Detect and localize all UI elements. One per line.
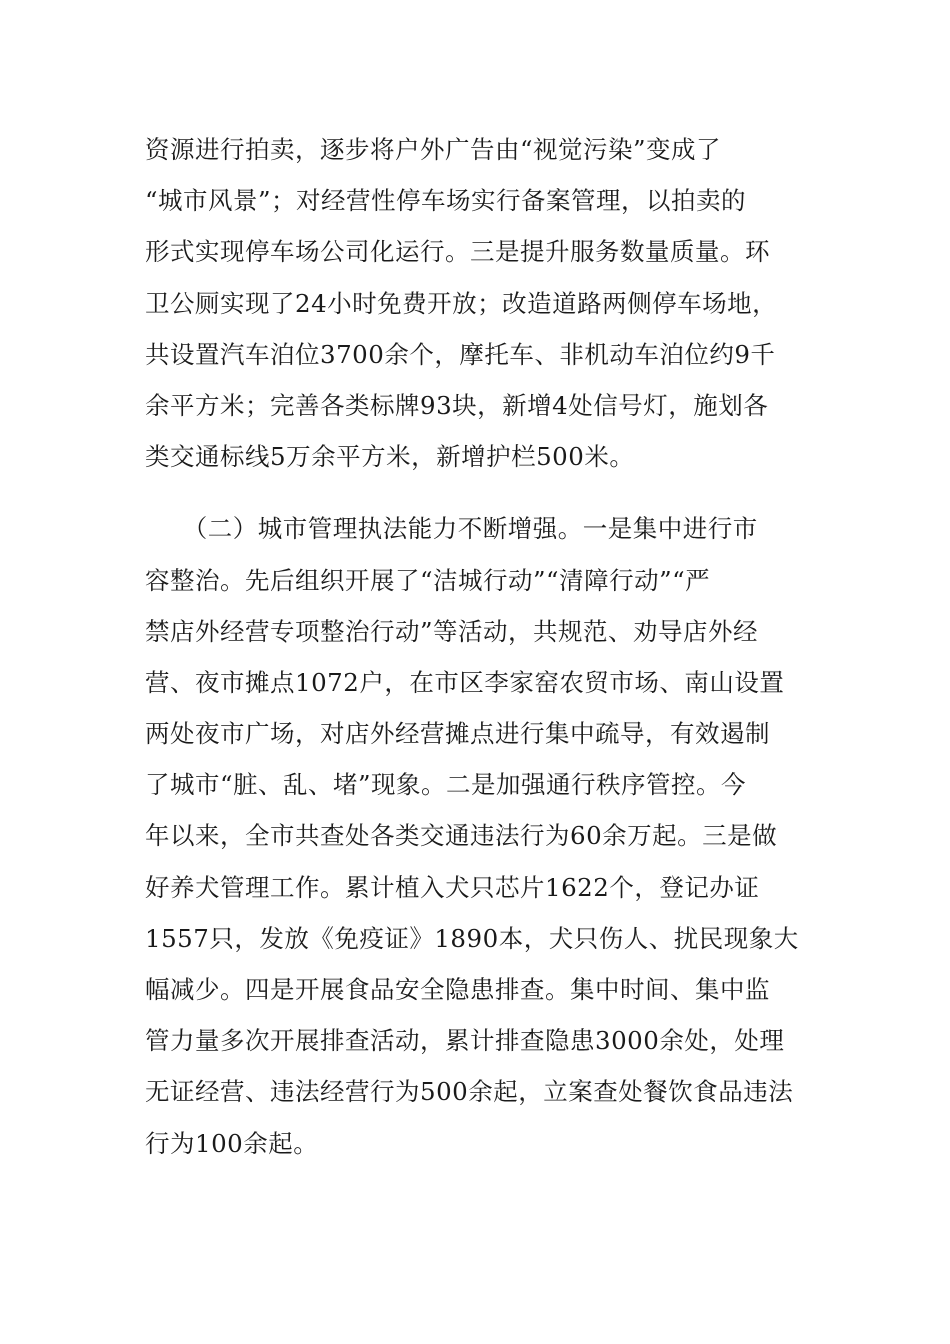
text-line: 无证经营、违法经营行为500余起，立案查处餐饮食品违法 [145,1077,794,1107]
text-line: 两处夜市广场，对店外经营摊点进行集中疏导，有效遏制 [145,719,770,749]
text-line: 类交通标线5万余平方米，新增护栏500米。 [145,442,635,472]
text-line: 营、夜市摊点1072户，在市区李家窑农贸市场、南山设置 [145,667,785,697]
document-body [145,124,810,1169]
text-line: 管力量多次开展排查活动，累计排查隐患3000余处，处理 [145,1026,785,1056]
text-line: 好养犬管理工作。累计植入犬只芯片1622个，登记办证 [145,872,760,902]
text-line: 禁店外经营专项整治行动”等活动，共规范、劝导店外经 [145,616,759,646]
text-line: 1557只，发放《免疫证》1890本，犬只伤人、扰民现象大 [145,923,799,953]
text-line: 幅减少。四是开展食品安全隐患排查。集中时间、集中监 [145,975,770,1004]
text-line: 共设置汽车泊位3700余个，摩托车、非机动车泊位约9千 [145,339,776,369]
text-line: “城市风景”；对经营性停车场实行备案管理，以拍卖的 [145,186,747,216]
text-line: 卫公厕实现了24小时免费开放；改造道路两侧停车场地， [145,288,778,318]
text-line: 年以来，全市共查处各类交通违法行为60余万起。三是做 [145,821,778,851]
paragraph-law-enforcement [145,503,810,1168]
text-line: 资源进行拍卖，逐步将户外广告由“视觉污染”变成了 [145,135,722,164]
text-line: 行为100余起。 [145,1128,319,1158]
text-line: 容整治。先后组织开展了“洁城行动”“清障行动”“严 [145,565,711,595]
text-line: 形式实现停车场公司化运行。三是提升服务数量质量。环 [145,237,770,267]
paragraph-resources-auction [145,124,810,482]
text-line: 了城市“脏、乱、堵”现象。二是加强通行秩序管控。今 [145,770,747,800]
text-line: （二）城市管理执法能力不断增强。一是集中进行市 [145,514,758,544]
text-line: 余平方米；完善各类标牌93块，新增4处信号灯，施划各 [145,390,769,420]
paragraph-spacer [145,482,810,503]
